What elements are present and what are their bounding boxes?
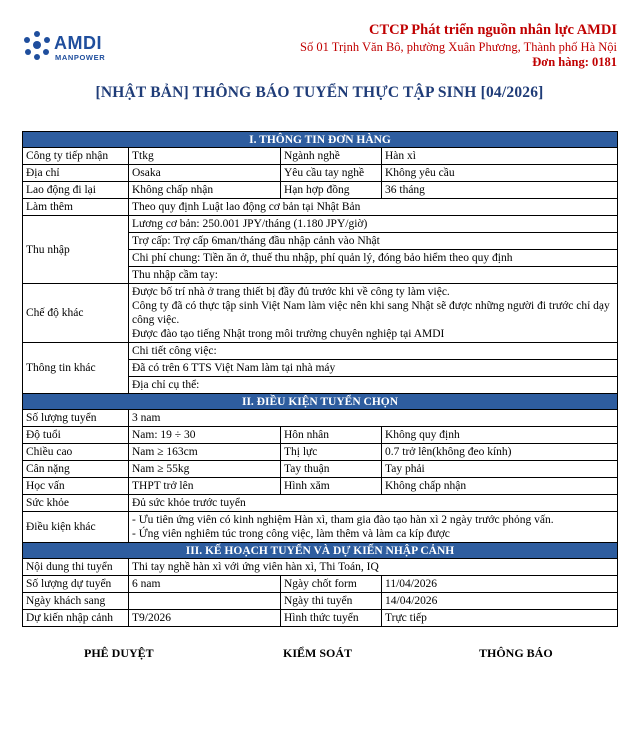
cell-value: Không chấp nhận — [382, 478, 618, 495]
table-row — [23, 610, 618, 627]
other-benefits — [129, 284, 618, 343]
income-allowance: Trợ cấp: Trợ cấp 6man/tháng đầu nhập cảnh vào Nhật — [129, 233, 618, 250]
order-number: 0181 — [592, 55, 617, 69]
table-row — [23, 461, 618, 478]
table-row — [23, 284, 618, 343]
cell-label: Học vấn — [23, 478, 129, 495]
section-1-heading: I. THÔNG TIN ĐƠN HÀNG — [23, 132, 618, 148]
company-address: Số 01 Trịnh Văn Bô, phường Xuân Phương, Thành phố Hà Nội — [300, 40, 617, 54]
order-label: Đơn hàng — [532, 55, 585, 69]
table-row — [23, 182, 618, 199]
cell-label: Hình thức tuyển — [281, 610, 382, 627]
cell-label: Cân nặng — [23, 461, 129, 478]
cell-label: Số lượng tuyển — [23, 410, 129, 427]
control-signature-label: KIỂM SOÁT — [283, 646, 353, 660]
table-row — [23, 165, 618, 182]
table-row — [23, 576, 618, 593]
cell-value: THPT trở lên — [129, 478, 281, 495]
info-line: Đã có trên 6 TTS Việt Nam làm tại nhà máy — [129, 360, 618, 377]
section-3-header — [23, 543, 618, 559]
table-row — [23, 410, 618, 427]
amdi-logo — [22, 30, 142, 64]
order-number-line: Đơn hàng: 0181 — [532, 55, 617, 69]
cell-label: Thu nhập — [23, 216, 129, 284]
income-net: Thu nhập cầm tay: — [129, 267, 618, 284]
cell-value: 14/04/2026 — [382, 593, 618, 610]
other-conditions — [129, 512, 618, 543]
cell-label: Chế độ khác — [23, 284, 129, 343]
income-base: Lương cơ bản: 250.001 JPY/tháng (1.180 JPY/giờ) — [129, 216, 618, 233]
table-row — [23, 427, 618, 444]
cell-value: Đủ sức khỏe trước tuyển — [129, 495, 618, 512]
logo-subtitle: MANPOWER — [55, 53, 106, 62]
order-table — [22, 131, 618, 627]
cell-label: Hạn hợp đồng — [281, 182, 382, 199]
cell-label: Tay thuận — [281, 461, 382, 478]
table-row — [23, 199, 618, 216]
cell-label: Ngày thi tuyển — [281, 593, 382, 610]
company-name-line — [300, 22, 617, 39]
cell-value: Ttkg — [129, 148, 281, 165]
company-name: Phát triển nguồn nhân lực AMDI — [411, 22, 617, 38]
cell-label: Thông tin khác — [23, 343, 129, 394]
cell-label: Độ tuổi — [23, 427, 129, 444]
cell-value: Không quy định — [382, 427, 618, 444]
cell-label: Lao động đi lại — [23, 182, 129, 199]
cell-label: Hình xăm — [281, 478, 382, 495]
logo-people-icon — [22, 30, 52, 60]
cell-value: 6 nam — [129, 576, 281, 593]
condition-line: - Ưu tiên ứng viên có kinh nghiệm Hàn xì, tham gia đào tạo hàn xì 2 ngày trước phỏng vấn. — [132, 514, 554, 526]
cell-label: Thị lực — [281, 444, 382, 461]
document-title: [NHẬT BẢN] THÔNG BÁO TUYỂN THỰC TẬP SINH [04/2026] — [95, 84, 544, 101]
benefit-line: Công ty đã có thực tập sinh Việt Nam làm việc nên khi sang Nhật sẽ được những người đi trước chỉ dạy công việc. — [132, 300, 610, 326]
logo-name: AMDI — [54, 33, 102, 53]
info-line: Chi tiết công việc: — [129, 343, 618, 360]
cell-label: Địa chỉ — [23, 165, 129, 182]
cell-label: Ngày chốt form — [281, 576, 382, 593]
cell-value: Tay phải — [382, 461, 618, 478]
cell-label: Dự kiến nhập cảnh — [23, 610, 129, 627]
cell-label: Chiều cao — [23, 444, 129, 461]
cell-value: T9/2026 — [129, 610, 281, 627]
cell-value: Theo quy định Luật lao động cơ bản tại Nhật Bản — [129, 199, 618, 216]
table-row — [23, 512, 618, 543]
table-row — [23, 216, 618, 233]
cell-value: Không chấp nhận — [129, 182, 281, 199]
cell-value: Osaka — [129, 165, 281, 182]
table-row — [23, 444, 618, 461]
cell-value: Hàn xì — [382, 148, 618, 165]
cell-value: Nam ≥ 55kg — [129, 461, 281, 478]
cell-value: Nam: 19 ÷ 30 — [129, 427, 281, 444]
cell-label: Nội dung thi tuyển — [23, 559, 129, 576]
cell-label: Yêu cầu tay nghề — [281, 165, 382, 182]
table-row — [23, 495, 618, 512]
cell-value: 11/04/2026 — [382, 576, 618, 593]
cell-label: Ngày khách sang — [23, 593, 129, 610]
table-row — [23, 478, 618, 495]
cell-value: 36 tháng — [382, 182, 618, 199]
section-2-header — [23, 394, 618, 410]
cell-label: Số lượng dự tuyển — [23, 576, 129, 593]
notice-signature-label: THÔNG BÁO — [479, 646, 553, 660]
cell-label: Sức khỏe — [23, 495, 129, 512]
cell-value: Trực tiếp — [382, 610, 618, 627]
benefit-line: Được đào tạo tiếng Nhật trong môi trường chuyên nghiệp tại AMDI — [132, 328, 445, 340]
table-row — [23, 343, 618, 360]
cell-label: Công ty tiếp nhận — [23, 148, 129, 165]
condition-line: - Ứng viên nghiêm túc trong công việc, làm thêm và làm ca kíp được — [132, 528, 450, 540]
cell-label: Ngành nghề — [281, 148, 382, 165]
table-row — [23, 593, 618, 610]
cell-label: Hôn nhân — [281, 427, 382, 444]
cell-value — [129, 593, 281, 610]
cell-value: Thi tay nghề hàn xì với ứng viên hàn xì, Thi Toán, IQ — [129, 559, 618, 576]
table-row — [23, 148, 618, 165]
section-1-header — [23, 132, 618, 148]
cell-value: 3 nam — [129, 410, 618, 427]
cell-value: Không yêu cầu — [382, 165, 618, 182]
benefit-line: Được bố trí nhà ở trang thiết bị đầy đủ trước khi về công ty làm việc. — [132, 286, 450, 298]
table-row — [23, 559, 618, 576]
info-line: Địa chỉ cụ thể: — [129, 377, 618, 394]
company-prefix: CTCP — [369, 22, 412, 38]
approve-signature-label: PHÊ DUYỆT — [84, 646, 154, 660]
cell-label: Điều kiện khác — [23, 512, 129, 543]
cell-label: Làm thêm — [23, 199, 129, 216]
cell-value: Nam ≥ 163cm — [129, 444, 281, 461]
section-3-heading: III. KẾ HOẠCH TUYỂN VÀ DỰ KIẾN NHẬP CẢNH — [23, 543, 618, 559]
cell-value: 0.7 trở lên(không đeo kính) — [382, 444, 618, 461]
section-2-heading: II. ĐIỀU KIỆN TUYỂN CHỌN — [23, 394, 618, 410]
income-costs: Chi phí chung: Tiền ăn ở, thuế thu nhập, phí quản lý, đóng bảo hiểm theo quy định — [129, 250, 618, 267]
company-block — [300, 22, 617, 70]
